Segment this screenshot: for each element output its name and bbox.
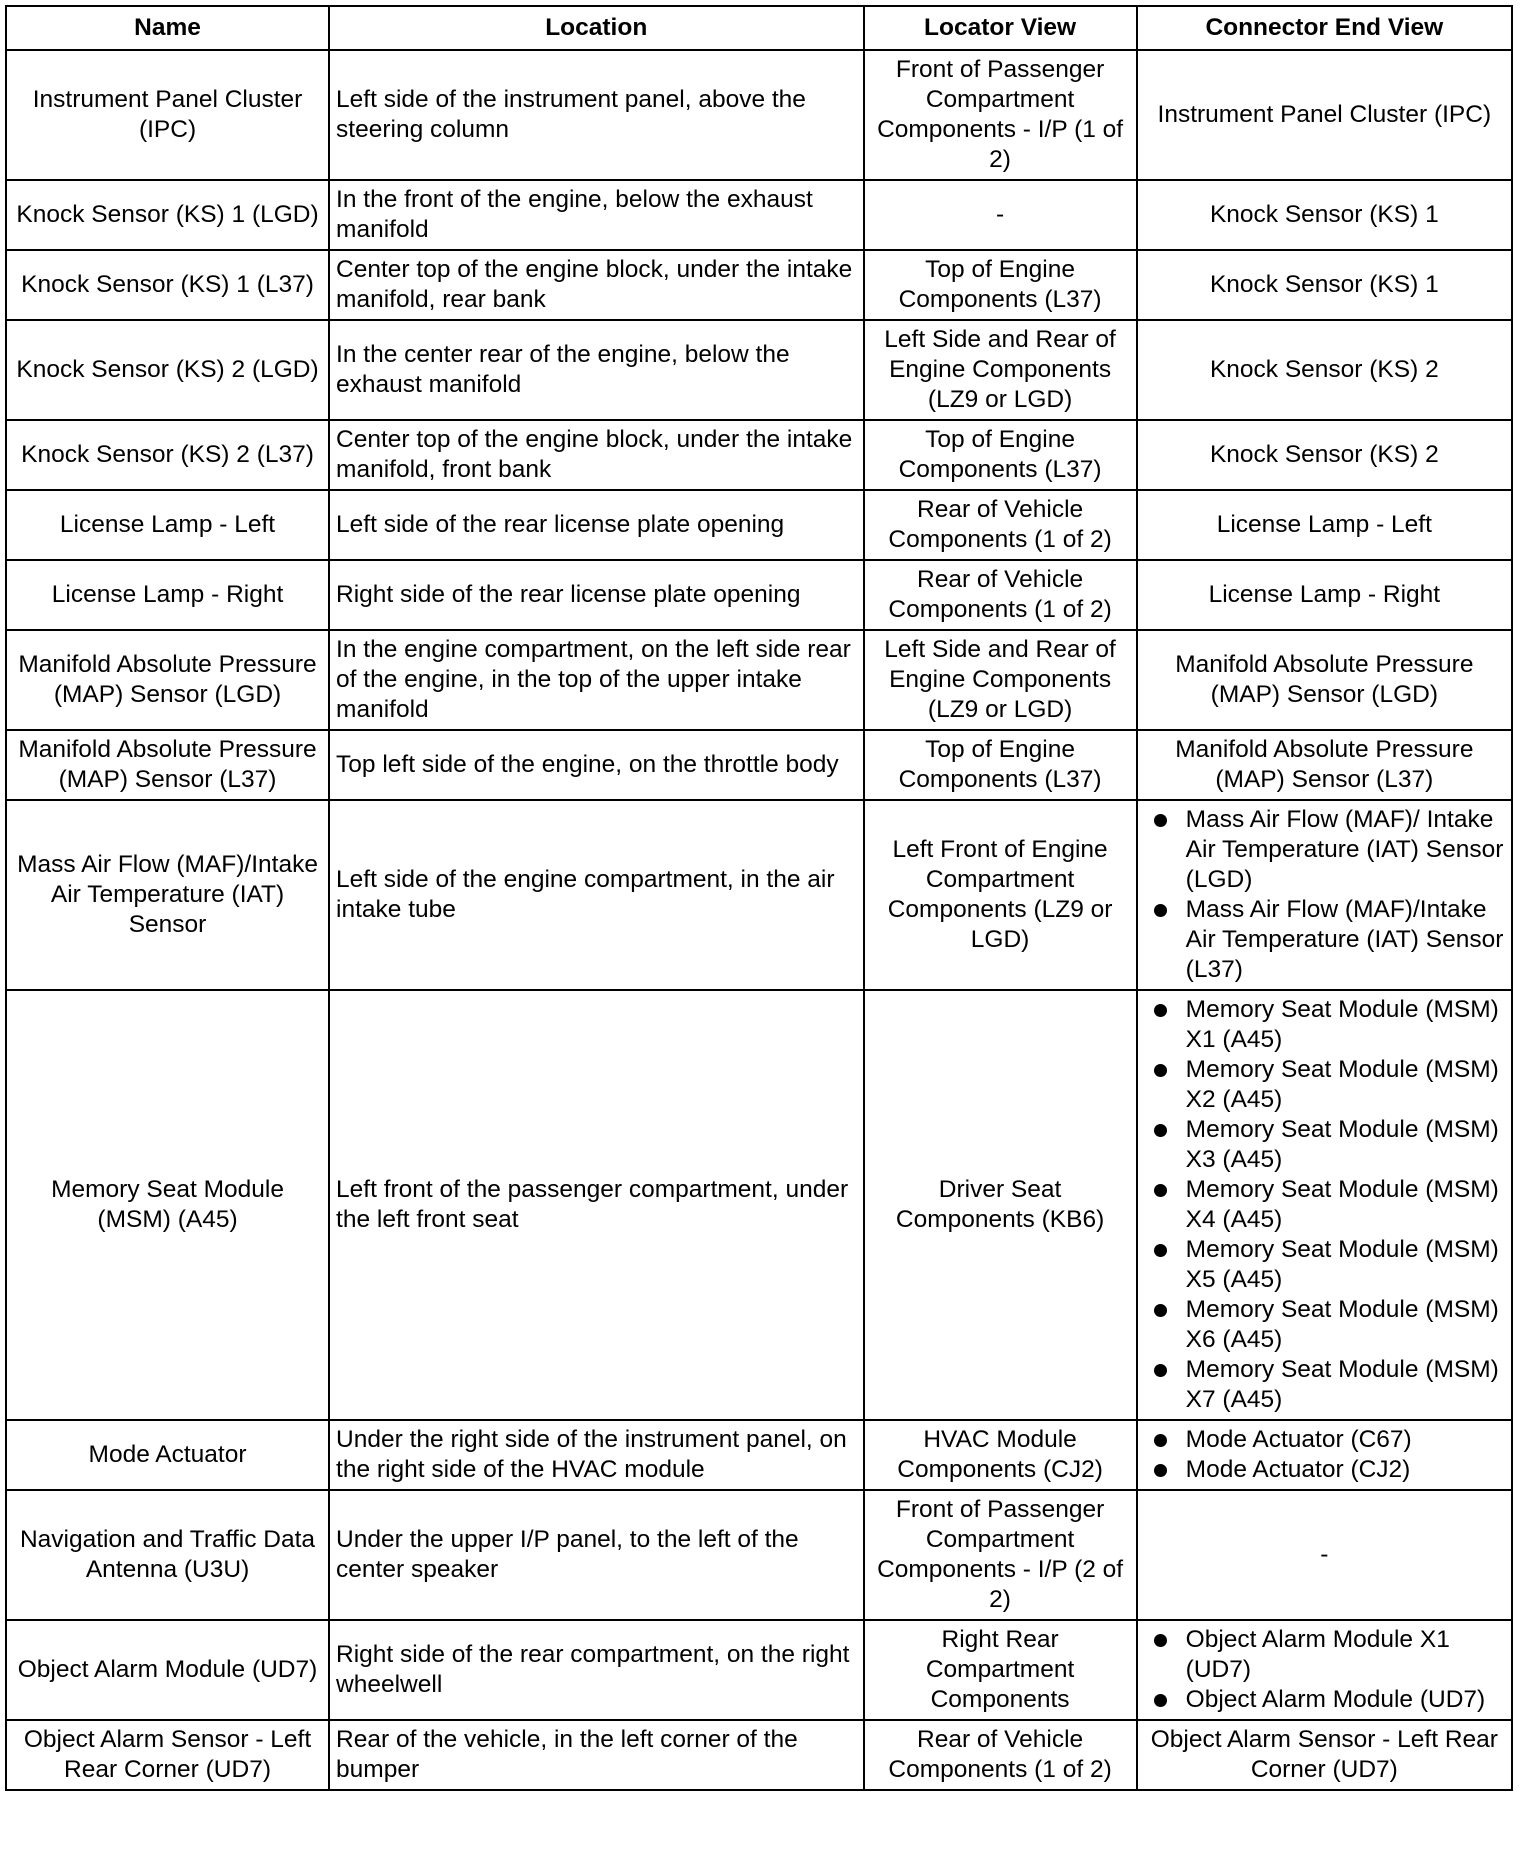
component-name-cell: Navigation and Traffic Data Antenna (U3U) <box>6 1490 329 1620</box>
component-name-cell: Instrument Panel Cluster (IPC) <box>6 50 329 180</box>
connector-end-view-cell: Knock Sensor (KS) 2 <box>1137 320 1512 420</box>
locator-view-cell: Rear of Vehicle Components (1 of 2) <box>864 560 1137 630</box>
component-locator-table <box>5 5 1513 1791</box>
connector-list-item: Memory Seat Module (MSM) X1 (A45) <box>1152 995 1507 1055</box>
connector-end-view-cell: Knock Sensor (KS) 2 <box>1137 420 1512 490</box>
component-name-cell: Object Alarm Module (UD7) <box>6 1620 329 1720</box>
component-name-cell: Knock Sensor (KS) 2 (L37) <box>6 420 329 490</box>
location-cell: Left front of the passenger compartment, under the left front seat <box>329 990 863 1420</box>
connector-list <box>1152 1625 1507 1715</box>
component-name-cell: Knock Sensor (KS) 1 (L37) <box>6 250 329 320</box>
connector-end-view-cell: License Lamp - Right <box>1137 560 1512 630</box>
component-name-cell: Manifold Absolute Pressure (MAP) Sensor (L37) <box>6 730 329 800</box>
table-header-row <box>6 6 1512 50</box>
component-name-cell: License Lamp - Left <box>6 490 329 560</box>
table-body <box>6 50 1512 1790</box>
connector-end-view-cell <box>1137 1420 1512 1490</box>
header-location: Location <box>329 6 863 50</box>
table-row <box>6 320 1512 420</box>
component-name-cell: Manifold Absolute Pressure (MAP) Sensor (LGD) <box>6 630 329 730</box>
locator-view-cell: Front of Passenger Compartment Components - I/P (1 of 2) <box>864 50 1137 180</box>
table-row <box>6 1420 1512 1490</box>
component-name-cell: Knock Sensor (KS) 1 (LGD) <box>6 180 329 250</box>
connector-list-item: Mass Air Flow (MAF)/ Intake Air Temperature (IAT) Sensor (LGD) <box>1152 805 1507 895</box>
locator-view-cell: Left Front of Engine Compartment Components (LZ9 or LGD) <box>864 800 1137 990</box>
connector-list-item: Memory Seat Module (MSM) X3 (A45) <box>1152 1115 1507 1175</box>
table-row <box>6 50 1512 180</box>
connector-list-item: Memory Seat Module (MSM) X5 (A45) <box>1152 1235 1507 1295</box>
table-row <box>6 1490 1512 1620</box>
location-cell: Left side of the instrument panel, above the steering column <box>329 50 863 180</box>
connector-list-item: Mass Air Flow (MAF)/Intake Air Temperature (IAT) Sensor (L37) <box>1152 895 1507 985</box>
location-cell: In the engine compartment, on the left side rear of the engine, in the top of the upper intake manifold <box>329 630 863 730</box>
table-row <box>6 420 1512 490</box>
table-row <box>6 990 1512 1420</box>
connector-list-item: Memory Seat Module (MSM) X7 (A45) <box>1152 1355 1507 1415</box>
header-name: Name <box>6 6 329 50</box>
table-row <box>6 560 1512 630</box>
connector-list-item: Memory Seat Module (MSM) X6 (A45) <box>1152 1295 1507 1355</box>
table-row <box>6 630 1512 730</box>
table-row <box>6 250 1512 320</box>
connector-end-view-cell: Knock Sensor (KS) 1 <box>1137 250 1512 320</box>
locator-view-cell: Top of Engine Components (L37) <box>864 730 1137 800</box>
component-name-cell: Mass Air Flow (MAF)/Intake Air Temperature (IAT) Sensor <box>6 800 329 990</box>
location-cell: Under the upper I/P panel, to the left of the center speaker <box>329 1490 863 1620</box>
component-name-cell: Object Alarm Sensor - Left Rear Corner (UD7) <box>6 1720 329 1790</box>
location-cell: Rear of the vehicle, in the left corner of the bumper <box>329 1720 863 1790</box>
connector-list-item: Mode Actuator (C67) <box>1152 1425 1507 1455</box>
locator-view-cell: HVAC Module Components (CJ2) <box>864 1420 1137 1490</box>
table-row <box>6 800 1512 990</box>
location-cell: Under the right side of the instrument panel, on the right side of the HVAC module <box>329 1420 863 1490</box>
connector-end-view-cell: Instrument Panel Cluster (IPC) <box>1137 50 1512 180</box>
table-row <box>6 180 1512 250</box>
connector-end-view-cell: Manifold Absolute Pressure (MAP) Sensor (LGD) <box>1137 630 1512 730</box>
connector-list-item: Object Alarm Module (UD7) <box>1152 1685 1507 1715</box>
connector-list-item: Memory Seat Module (MSM) X2 (A45) <box>1152 1055 1507 1115</box>
location-cell: Right side of the rear license plate opening <box>329 560 863 630</box>
table-row <box>6 1720 1512 1790</box>
location-cell: Right side of the rear compartment, on the right wheelwell <box>329 1620 863 1720</box>
location-cell: Top left side of the engine, on the throttle body <box>329 730 863 800</box>
component-name-cell: Memory Seat Module (MSM) (A45) <box>6 990 329 1420</box>
component-name-cell: Knock Sensor (KS) 2 (LGD) <box>6 320 329 420</box>
locator-view-cell: Front of Passenger Compartment Components - I/P (2 of 2) <box>864 1490 1137 1620</box>
location-cell: Left side of the rear license plate opening <box>329 490 863 560</box>
connector-end-view-cell <box>1137 990 1512 1420</box>
connector-list-item: Mode Actuator (CJ2) <box>1152 1455 1507 1485</box>
component-name-cell: License Lamp - Right <box>6 560 329 630</box>
locator-view-cell: Top of Engine Components (L37) <box>864 420 1137 490</box>
component-locator-table-container <box>5 5 1513 1791</box>
locator-view-cell: - <box>864 180 1137 250</box>
connector-list-item: Object Alarm Module X1 (UD7) <box>1152 1625 1507 1685</box>
locator-view-cell: Top of Engine Components (L37) <box>864 250 1137 320</box>
locator-view-cell: Rear of Vehicle Components (1 of 2) <box>864 490 1137 560</box>
locator-view-cell: Left Side and Rear of Engine Components (LZ9 or LGD) <box>864 630 1137 730</box>
connector-end-view-cell: Object Alarm Sensor - Left Rear Corner (UD7) <box>1137 1720 1512 1790</box>
connector-list <box>1152 1425 1507 1485</box>
table-row <box>6 730 1512 800</box>
location-cell: In the center rear of the engine, below the exhaust manifold <box>329 320 863 420</box>
locator-view-cell: Rear of Vehicle Components (1 of 2) <box>864 1720 1137 1790</box>
location-cell: Left side of the engine compartment, in the air intake tube <box>329 800 863 990</box>
location-cell: Center top of the engine block, under the intake manifold, rear bank <box>329 250 863 320</box>
table-row <box>6 490 1512 560</box>
location-cell: In the front of the engine, below the exhaust manifold <box>329 180 863 250</box>
location-cell: Center top of the engine block, under the intake manifold, front bank <box>329 420 863 490</box>
connector-end-view-cell: Manifold Absolute Pressure (MAP) Sensor (L37) <box>1137 730 1512 800</box>
connector-list <box>1152 995 1507 1415</box>
component-name-cell: Mode Actuator <box>6 1420 329 1490</box>
locator-view-cell: Right Rear Compartment Components <box>864 1620 1137 1720</box>
header-connector-end-view: Connector End View <box>1137 6 1512 50</box>
connector-end-view-cell: License Lamp - Left <box>1137 490 1512 560</box>
connector-end-view-cell: - <box>1137 1490 1512 1620</box>
connector-end-view-cell: Knock Sensor (KS) 1 <box>1137 180 1512 250</box>
locator-view-cell: Left Side and Rear of Engine Components (LZ9 or LGD) <box>864 320 1137 420</box>
table-row <box>6 1620 1512 1720</box>
locator-view-cell: Driver Seat Components (KB6) <box>864 990 1137 1420</box>
connector-list-item: Memory Seat Module (MSM) X4 (A45) <box>1152 1175 1507 1235</box>
header-locator-view: Locator View <box>864 6 1137 50</box>
connector-end-view-cell <box>1137 1620 1512 1720</box>
connector-list <box>1152 805 1507 985</box>
connector-end-view-cell <box>1137 800 1512 990</box>
